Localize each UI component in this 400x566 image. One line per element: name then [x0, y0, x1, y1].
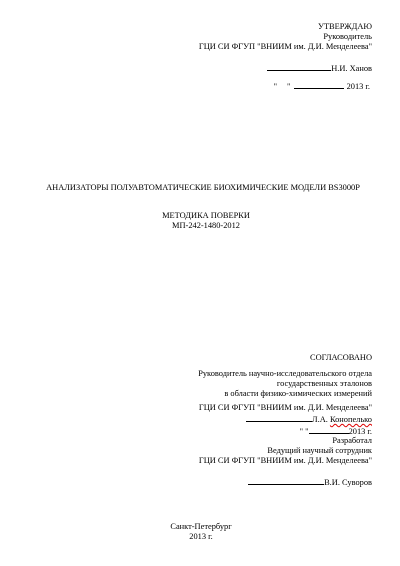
- footer-block: [146, 522, 256, 542]
- agreed-block: [112, 353, 372, 437]
- agreed-signature-underline: [246, 413, 312, 422]
- date-underline: [294, 80, 344, 89]
- signature-underline: [267, 62, 331, 71]
- agreed-line-3: в области физико-химических измерений: [224, 389, 372, 398]
- approval-block: [142, 22, 372, 92]
- method-block: [146, 211, 266, 231]
- approval-role: Руководитель: [323, 32, 372, 41]
- agreed-title: СОГЛАСОВАНО: [310, 353, 372, 362]
- method-code: МП-242-1480-2012: [172, 221, 240, 230]
- document-title: АНАЛИЗАТОРЫ ПОЛУАВТОМАТИЧЕСКИЕ БИОХИМИЧЕСКИЕ МОДЕЛИ BS3000P: [46, 183, 360, 192]
- developer-role: Ведущий научный сотрудник: [267, 446, 372, 455]
- approval-year: 2013 г.: [346, 82, 370, 91]
- agreed-signer-surname: Конопелько: [329, 415, 372, 424]
- approval-signer: Н.И. Ханов: [331, 64, 372, 73]
- developer-title: Разработал: [332, 436, 372, 445]
- agreed-year: 2013 г.: [348, 427, 372, 436]
- developer-signature-line: [142, 476, 372, 488]
- agreed-org: ГЦИ СИ ФГУП "ВНИИМ им. Д.И. Менделеева": [198, 403, 372, 412]
- footer-city: Санкт-Петербург: [170, 522, 232, 531]
- approval-signature-line: [142, 62, 372, 74]
- agreed-date-quote: " ": [299, 427, 309, 436]
- agreed-date-underline: [309, 425, 349, 434]
- agreed-signature-line: [112, 413, 372, 425]
- developer-org: ГЦИ СИ ФГУП "ВНИИМ им. Д.И. Менделеева": [198, 456, 372, 465]
- date-quote-open: ": [273, 82, 278, 91]
- developer-signature-underline: [248, 476, 324, 485]
- agreed-signer-initials: Л.А.: [311, 415, 330, 424]
- developer-signer: В.И. Суворов: [324, 478, 372, 487]
- approval-title: УТВЕРЖДАЮ: [318, 22, 372, 31]
- date-quote-close: ": [287, 82, 291, 91]
- agreed-line-2: государственных эталонов: [276, 379, 372, 388]
- method-title: МЕТОДИКА ПОВЕРКИ: [162, 211, 250, 220]
- developer-block: [142, 436, 372, 488]
- footer-year: 2013 г.: [189, 532, 213, 541]
- approval-date-line: [142, 80, 372, 92]
- main-title-block: [0, 183, 400, 193]
- approval-org: ГЦИ СИ ФГУП "ВНИИМ им. Д.И. Менделеева": [198, 42, 372, 51]
- agreed-line-1: Руководитель научно-исследовательского отдела: [198, 369, 372, 378]
